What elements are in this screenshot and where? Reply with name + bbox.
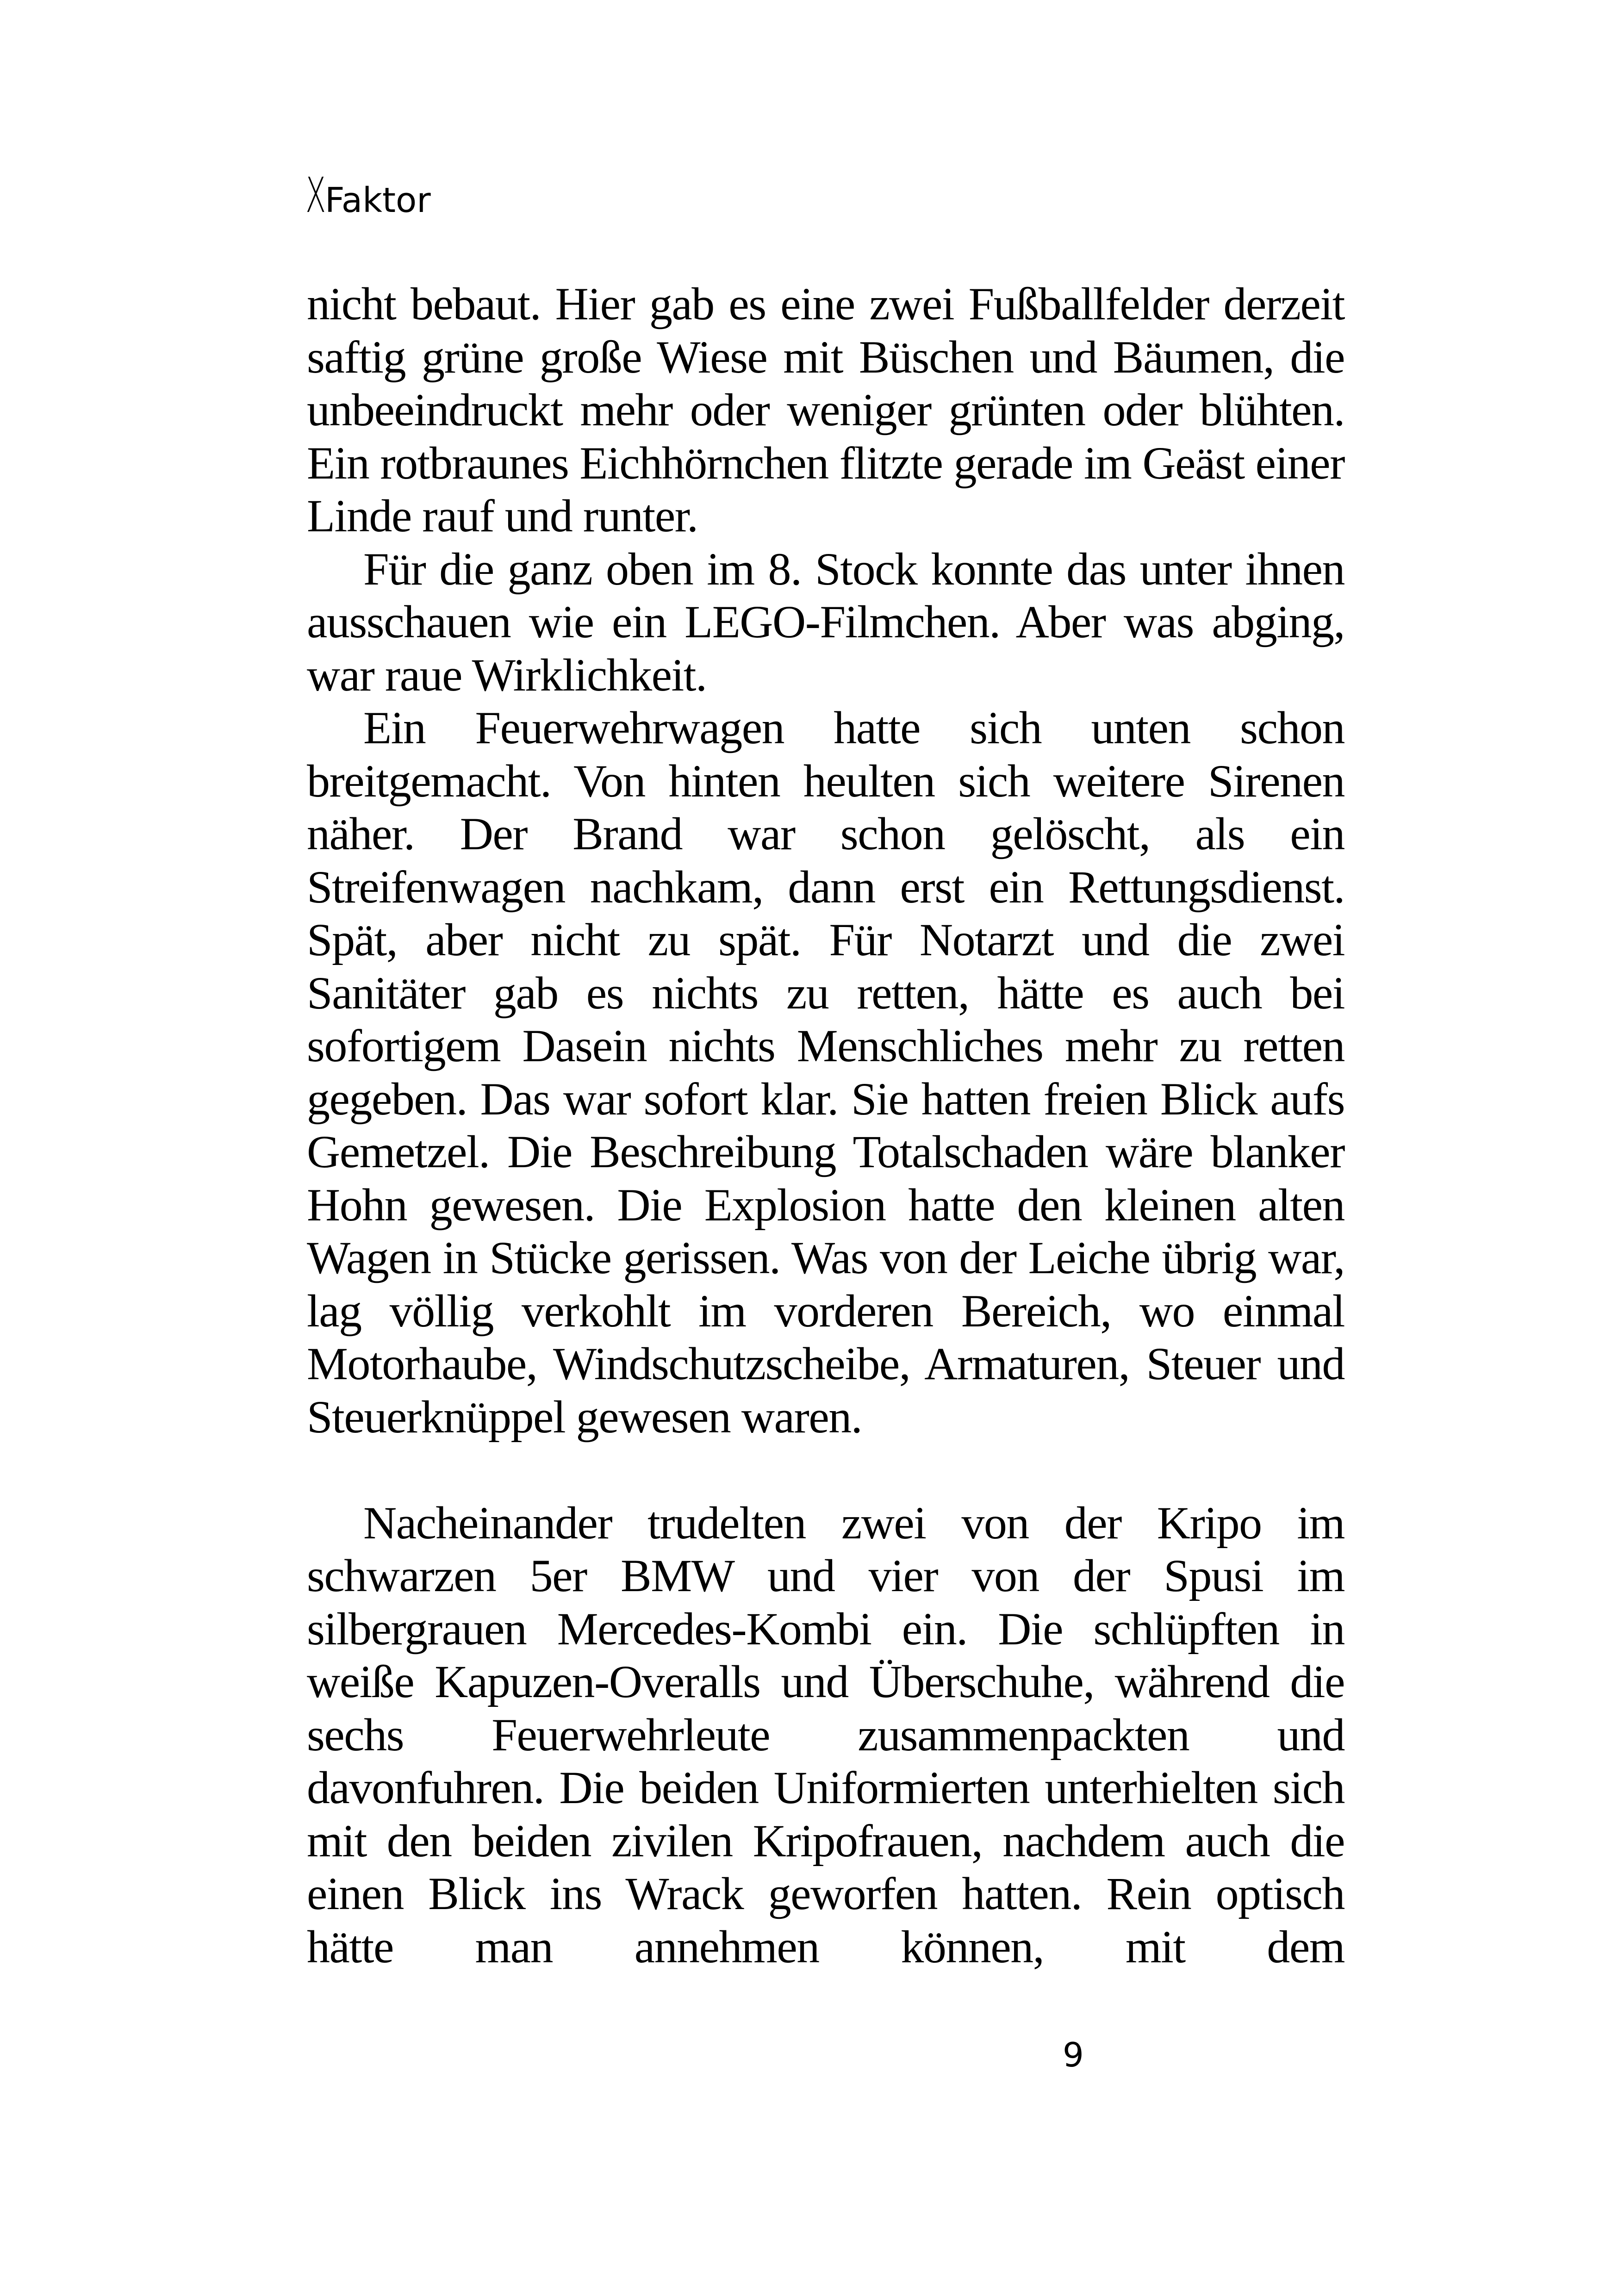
paragraph: Ein Feuerwehrwagen hatte sich unten schon breitgemacht. Von hinten heulten sich weitere Sirenen näher. Der Brand war schon gelöscht, als ein Streifenwagen nachkam, dann erst ein Rettungsdienst. Spät, aber nicht zu spät. Für Notarzt und die zwei Sanitäter gab es nichts zu retten, hätte es auch bei sofortigem Dasein nichts Menschliches mehr zu retten gegeben. Das war sofort klar. Sie hatten freien Blick aufs Gemetzel. Die Beschreibung Totalschaden wäre blanker Hohn gewesen. Die Explosion hatte den kleinen alten Wagen in Stücke gerissen. Was von der Leiche übrig war, lag völlig verkohlt im vorderen Bereich, wo einmal Motorhaube, Windschutzscheibe, Armaturen, Steuer und Steuerknüppel gewesen waren. (307, 702, 1344, 1443)
page-number: 9 (1063, 2035, 1084, 2074)
header-title: Faktor (325, 180, 431, 220)
paragraph: Für die ganz oben im 8. Stock konnte das unter ihnen ausschauen wie ein LEGO-Filmchen. Aber was abging, war raue Wirklichkeit. (307, 543, 1344, 701)
header-title-prefix: X (305, 167, 325, 224)
running-header (305, 167, 431, 224)
paragraph: Nacheinander trudelten zwei von der Kripo im schwarzen 5er BMW und vier von der Spusi im silbergrauen Mercedes-Kombi ein. Die schlüpften in weiße Kapuzen-Overalls und Überschuhe, während die sechs Feuerwehrleute zusammenpackten und davonfuhren. Die beiden Uniformierten unterhielten sich mit den beiden zivilen Kripofrauen, nachdem auch die einen Blick ins Wrack geworfen hatten. Rein optisch hätte man annehmen können, mit dem (307, 1497, 1344, 1972)
paragraph: nicht bebaut. Hier gab es eine zwei Fußballfelder derzeit saftig grüne große Wiese mit Büschen und Bäumen, die unbeeindruckt mehr oder weniger grünten oder blühten. Ein rotbraunes Eichhörnchen flitzte gerade im Geäst einer Linde rauf und runter. (307, 278, 1344, 541)
page-body (307, 278, 1344, 1973)
